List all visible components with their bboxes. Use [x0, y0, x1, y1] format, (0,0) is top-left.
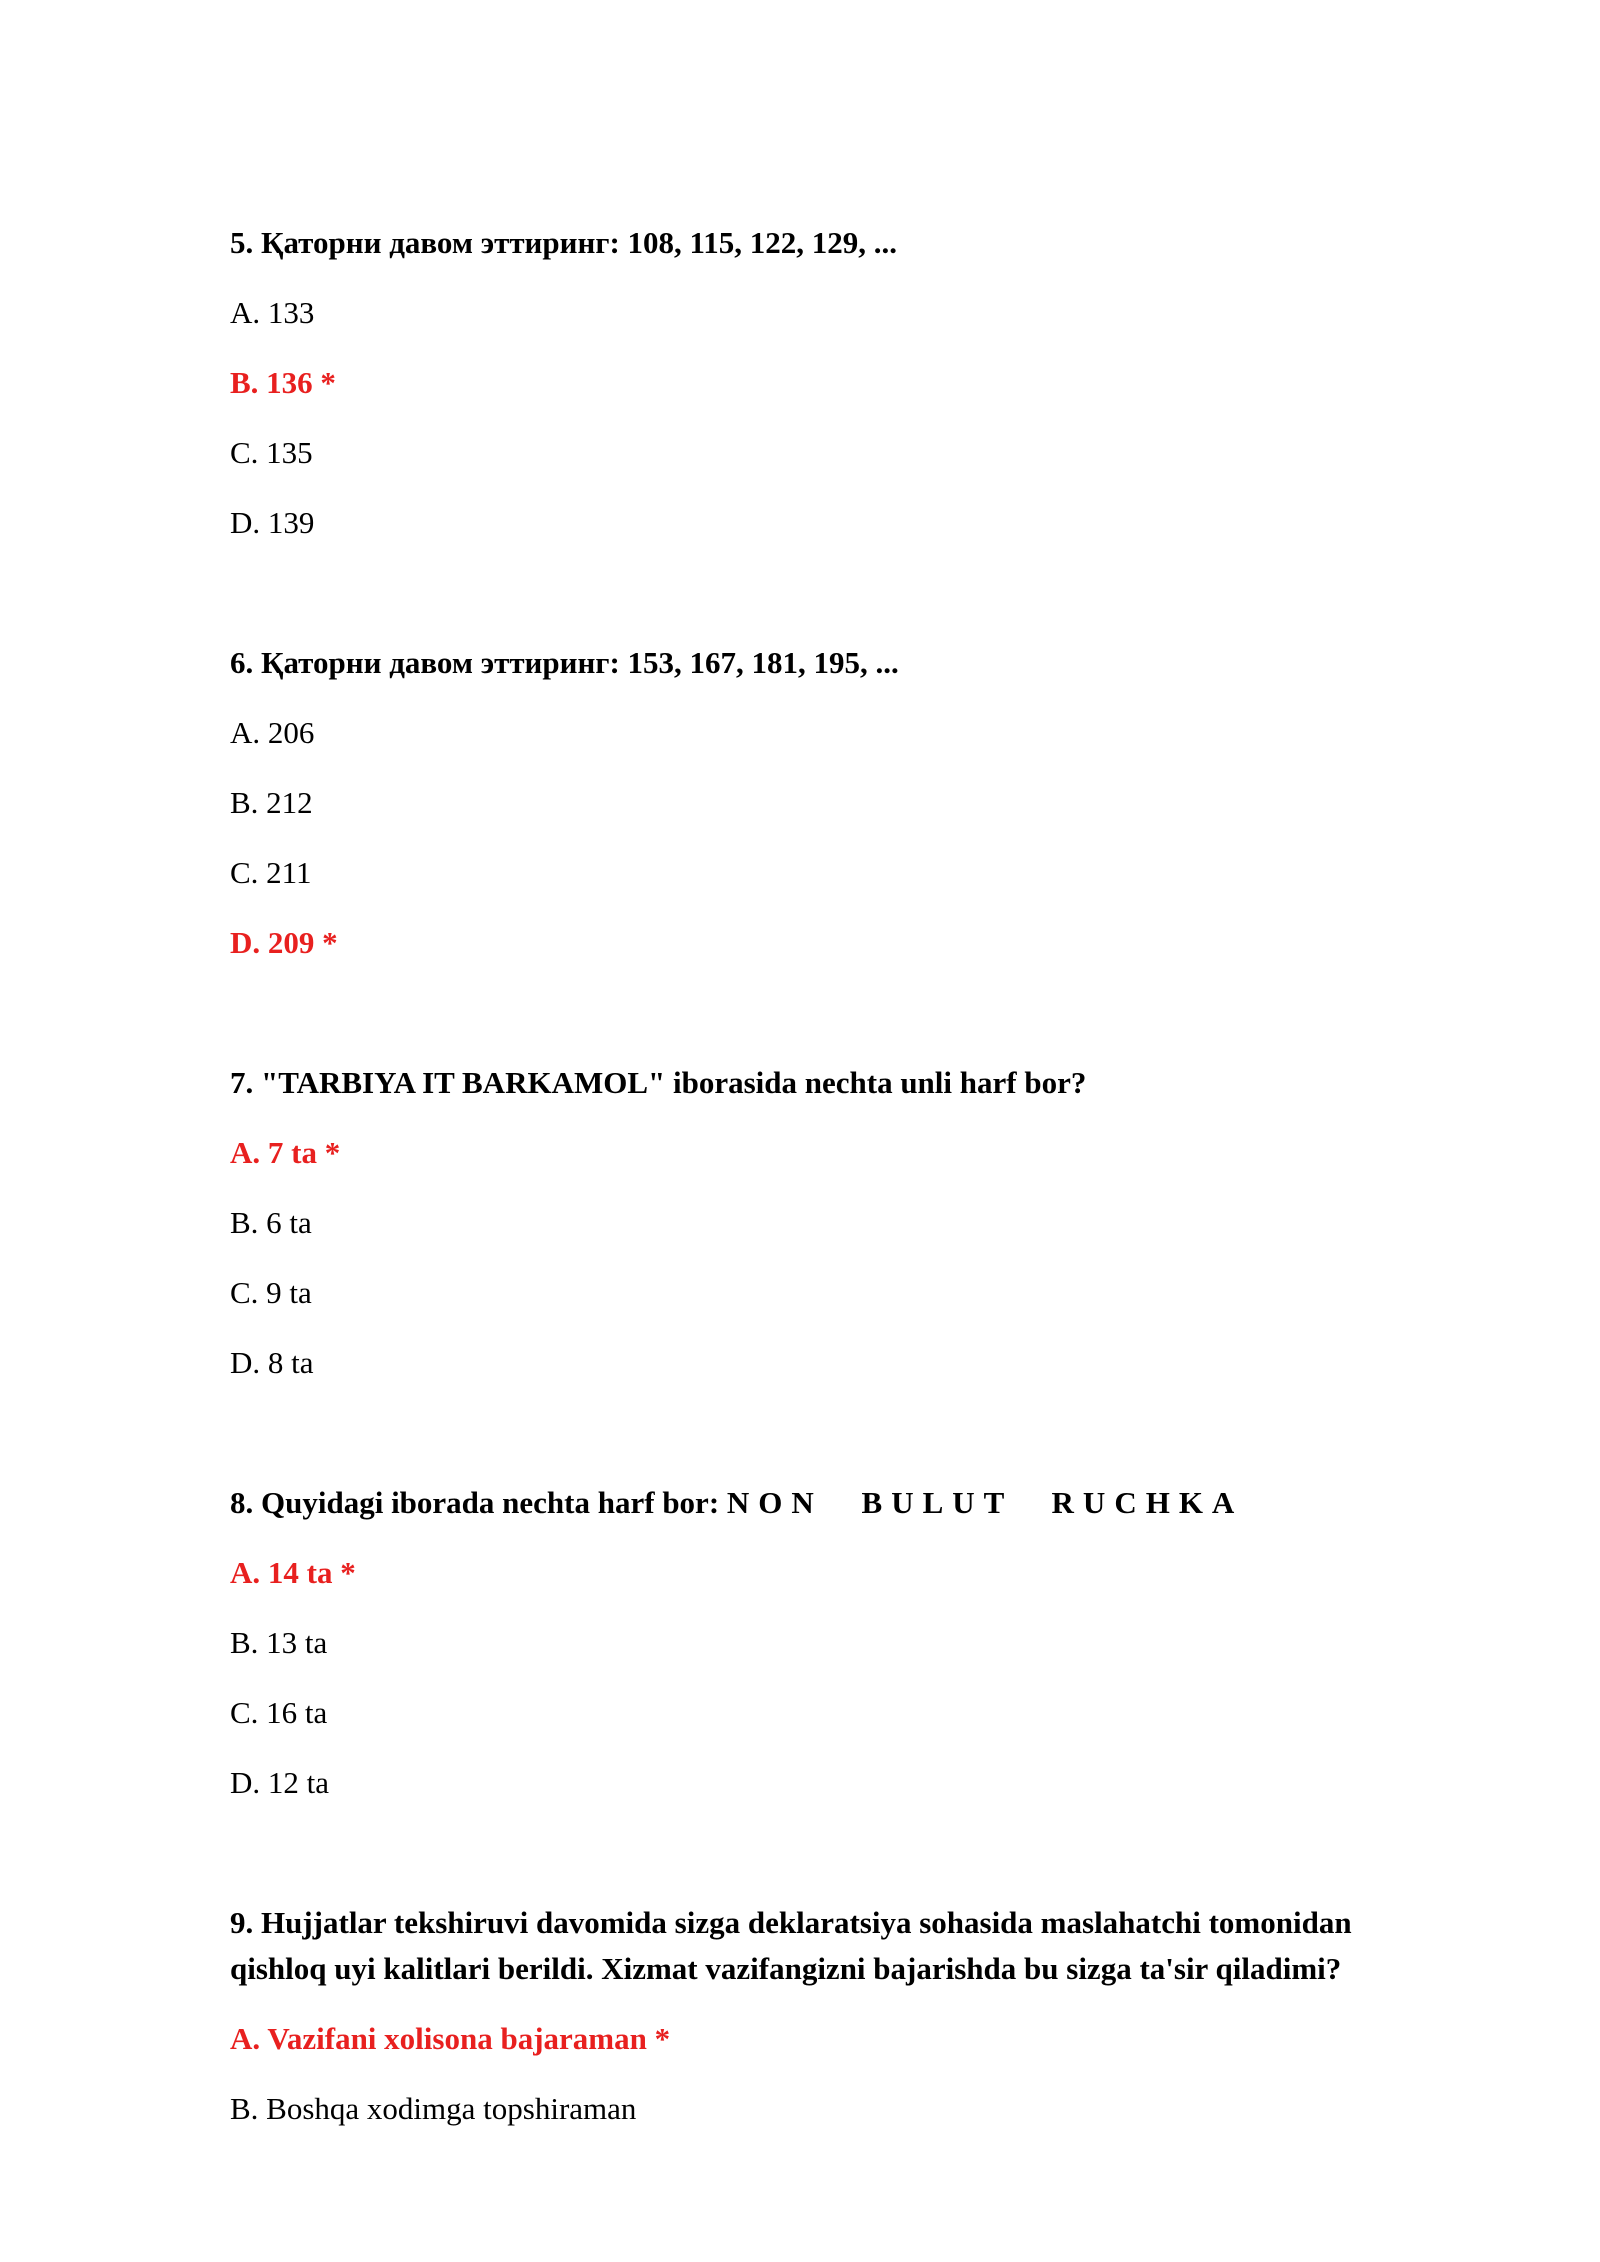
- answer-option: D. 8 ta: [230, 1345, 314, 1380]
- answer-option: C. 16 ta: [230, 1695, 328, 1730]
- correct-answer-option: D. 209 *: [230, 925, 338, 960]
- question-5: 5. Қаторни давом эттиринг: 108, 115, 122, 129, ...: [230, 225, 898, 260]
- question-8-letters: NON BULUT RUCHKA: [726, 1485, 1244, 1520]
- answer-option: B. 13 ta: [230, 1625, 328, 1660]
- answer-option: C. 135: [230, 435, 313, 470]
- answer-option: D. 12 ta: [230, 1765, 330, 1800]
- answer-option: B. Boshqa xodimga topshiraman: [230, 2091, 637, 2126]
- question-9-line-2: qishloq uyi kalitlari berildi. Xizmat vazifangizni bajarishda bu sizga ta'sir qiladimi?: [230, 1951, 1342, 1986]
- answer-option: C. 211: [230, 855, 312, 890]
- question-9-line-1: 9. Hujjatlar tekshiruvi davomida sizga deklaratsiya sohasida maslahatchi tomonidan: [230, 1905, 1352, 1940]
- answer-option: B. 212: [230, 785, 313, 820]
- question-8-text: 8. Quyidagi iborada nechta harf bor:: [230, 1485, 727, 1520]
- answer-option: D. 139: [230, 505, 315, 540]
- question-7: 7. "TARBIYA IT BARKAMOL" iborasida nechta unli harf bor?: [230, 1065, 1087, 1100]
- correct-answer-option: A. Vazifani xolisona bajaraman *: [230, 2021, 671, 2056]
- correct-answer-option: A. 14 ta *: [230, 1555, 356, 1590]
- answer-option: A. 133: [230, 295, 315, 330]
- answer-option: C. 9 ta: [230, 1275, 312, 1310]
- correct-answer-option: A. 7 ta *: [230, 1135, 341, 1170]
- correct-answer-option: B. 136 *: [230, 365, 336, 400]
- question-8: [230, 1481, 1243, 1525]
- answer-option: A. 206: [230, 715, 315, 750]
- answer-option: B. 6 ta: [230, 1205, 312, 1240]
- question-6: 6. Қаторни давом эттиринг: 153, 167, 181, 195, ...: [230, 645, 899, 680]
